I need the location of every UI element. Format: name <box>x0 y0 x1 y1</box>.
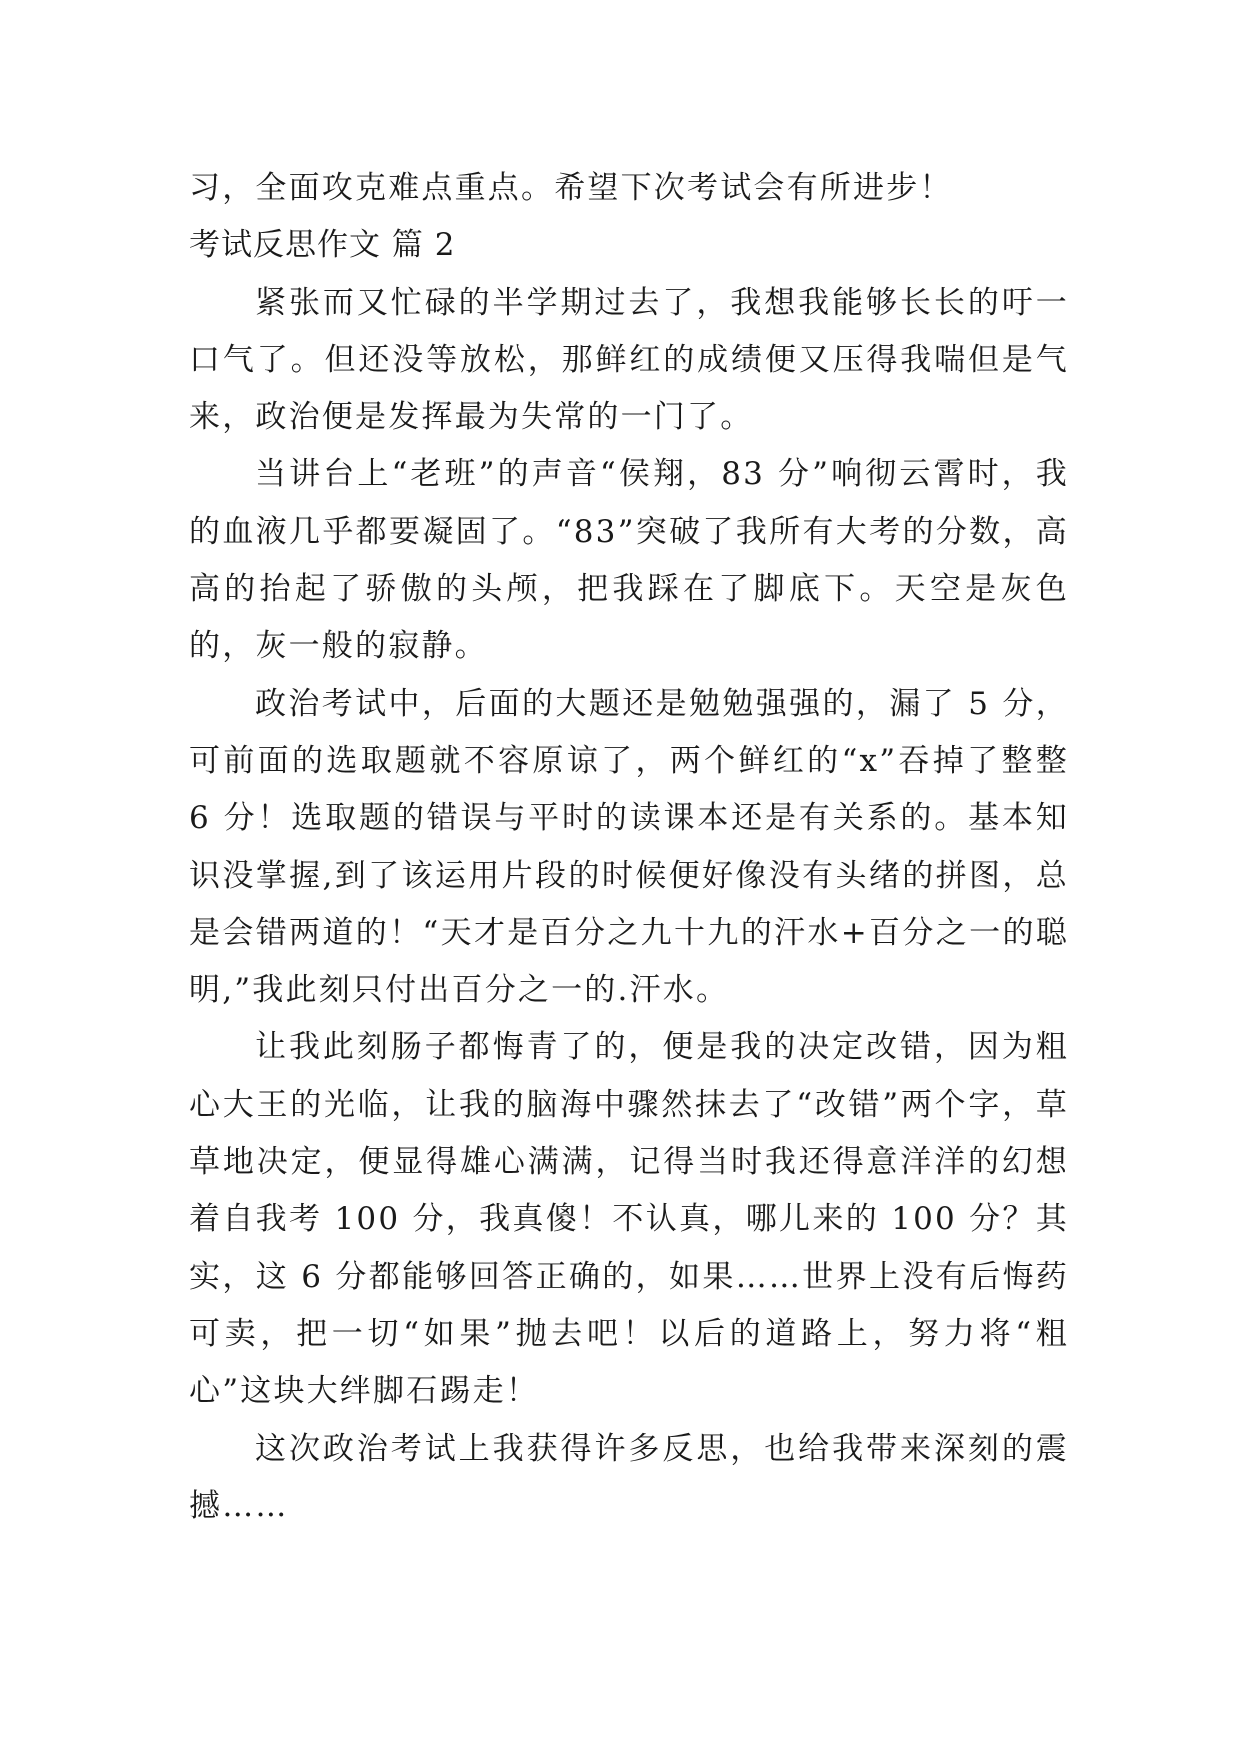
paragraph-3: 政治考试中，后面的大题还是勉勉强强的，漏了 5 分，可前面的选取题就不容原谅了，两个鲜红的“x”吞掉了整整 6 分！选取题的错误与平时的读课本还是有关系的。基本知识没掌握,到了该运用片段的时候便好像没有头绪的拼图，总是会错两道的！“天才是百分之九十九的汗水+百分之一的聪明,”我此刻只付出百分之一的.汗水。 <box>189 685 1069 1009</box>
paragraph-1: 紧张而又忙碌的半学期过去了，我想我能够长长的吁一口气了。但还没等放松，那鲜红的成绩便又压得我喘但是气来，政治便是发挥最为失常的一门了。 <box>189 284 1069 436</box>
document-body <box>189 160 1069 1535</box>
paragraph-4: 让我此刻肠子都悔青了的，便是我的决定改错，因为粗心大王的光临，让我的脑海中骤然抹去了“改错”两个字，草草地决定，便显得雄心满满，记得当时我还得意洋洋的幻想着自我考 100 分，我真傻！不认真，哪儿来的 100 分？其实，这 6 分都能够回答正确的，如果……世界上没有后悔药可卖，把一切“如果”抛去吧！以后的道路上，努力将“粗心”这块大绊脚石踢走！ <box>189 1029 1069 1410</box>
paragraph-5: 这次政治考试上我获得许多反思，也给我带来深刻的震撼…… <box>189 1430 1069 1524</box>
essay-heading: 考试反思作文 篇 2 <box>189 227 456 264</box>
paragraph-2: 当讲台上“老班”的声音“侯翔，83 分”响彻云霄时，我的血液几乎都要凝固了。“83”突破了我所有大考的分数，高高的抬起了骄傲的头颅，把我踩在了脚底下。天空是灰色的，灰一般的寂静。 <box>189 456 1069 665</box>
continued-paragraph: 习，全面攻克难点重点。希望下次考试会有所进步！ <box>189 170 953 206</box>
